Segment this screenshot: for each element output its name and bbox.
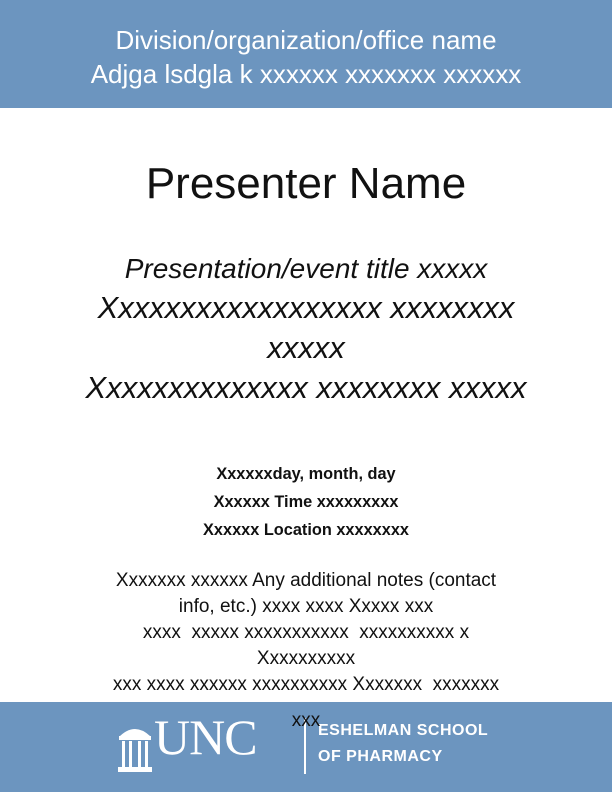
presenter-name: Presenter Name (145, 159, 467, 208)
event-title-line: xxxxx (267, 330, 345, 365)
notes-overflow-line: xxx (291, 710, 321, 731)
notes-line: Xxxxxxx xxxxxx Any additional notes (contact (115, 570, 497, 591)
event-title-line: Xxxxxxxxxxxxxx xxxxxxxx xxxxx (85, 370, 527, 405)
school-name-line2: OF PHARMACY (318, 748, 443, 765)
notes-line: xxxx xxxxx xxxxxxxxxxx xxxxxxxxxx x (142, 622, 470, 643)
notes-line: info, etc.) xxxx xxxx Xxxxx xxx (178, 596, 434, 617)
unc-logo-word: UNC (154, 709, 257, 765)
division-name: Division/organization/office name (115, 25, 497, 55)
event-time: Xxxxxx Time xxxxxxxxx (213, 492, 399, 511)
additional-notes (40, 568, 572, 698)
division-subtitle: Adjga lsdgla k xxxxxx xxxxxxx xxxxxx (90, 59, 522, 89)
event-title (20, 250, 592, 408)
school-name-line1: ESHELMAN SCHOOL (318, 722, 489, 739)
event-details (12, 460, 600, 544)
notes-line: xxx xxxx xxxxxx xxxxxxxxxx Xxxxxxx xxxxxxx (112, 674, 500, 695)
event-location: Xxxxxx Location xxxxxxxx (203, 520, 409, 539)
event-title-line: Xxxxxxxxxxxxxxxxxx xxxxxxxx (97, 290, 515, 325)
event-title-line: Presentation/event title xxxxx (124, 253, 488, 284)
notes-line: Xxxxxxxxxx (256, 648, 356, 669)
event-date: Xxxxxxday, month, day (216, 464, 396, 483)
header-band (0, 0, 612, 108)
